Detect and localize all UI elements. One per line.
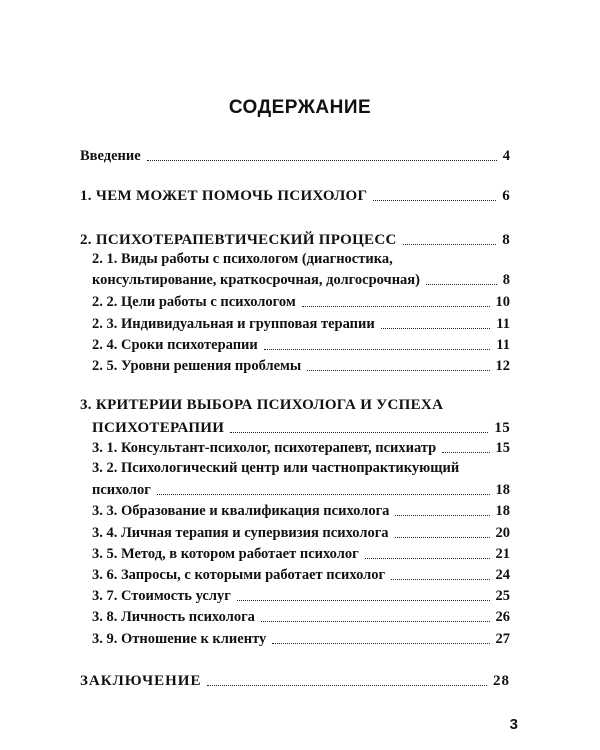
toc-entry-text: 3. 5. Метод, в котором работает психолог: [92, 546, 359, 562]
toc-page-number: 10: [495, 294, 510, 310]
leader-dots: [261, 621, 490, 622]
toc-entry-3-2-line1: 3. 2. Психологический центр или частнопрактикующий: [92, 460, 460, 476]
toc-page-number: 18: [495, 482, 510, 498]
leader-dots: [395, 537, 490, 538]
toc-entry-2-1-line1: 2. 1. Виды работы с психологом (диагностика,: [92, 251, 393, 267]
toc-entry-text: 3. 6. Запросы, с которыми работает психолог: [92, 567, 386, 583]
leader-dots: [442, 452, 489, 453]
leader-dots: [373, 200, 496, 201]
toc-page-number: 8: [502, 232, 510, 248]
toc-entry-text: Введение: [80, 148, 141, 164]
toc-entry-text: 3. 4. Личная терапия и супервизия психолога: [92, 525, 389, 541]
toc-entry-text: 3. 1. Консультант-психолог, психотерапевт, психиатр: [92, 440, 437, 456]
leader-dots: [237, 600, 490, 601]
leader-dots: [147, 160, 497, 161]
toc-entry-text: 2. ПСИХОТЕРАПЕВТИЧЕСКИЙ ПРОЦЕСС: [80, 232, 397, 248]
toc-entry-2-2[interactable]: [0, 291, 600, 311]
toc-entry-chapter-2[interactable]: [0, 229, 600, 249]
toc-entry-3-1[interactable]: [0, 437, 600, 457]
toc-entry-3-9[interactable]: [0, 628, 600, 648]
toc-page-number: 25: [495, 588, 510, 604]
toc-page-number: 8: [502, 272, 510, 288]
toc-entry-2-4[interactable]: [0, 334, 600, 354]
toc-entry-text: 2. 2. Цели работы с психологом: [92, 294, 296, 310]
leader-dots: [391, 579, 489, 580]
toc-entry-text: психолог: [92, 482, 151, 498]
page-title: СОДЕРЖАНИЕ: [228, 97, 372, 118]
toc-entry-text: 2. 4. Сроки психотерапии: [92, 337, 258, 353]
toc-entry-2-1[interactable]: [0, 269, 600, 289]
toc-page-number: 6: [502, 188, 510, 204]
toc-entry-3-6[interactable]: [0, 564, 600, 584]
toc-page-number: 12: [495, 358, 510, 374]
toc-page-number: 24: [495, 567, 510, 583]
toc-entry-text: 2. 3. Индивидуальная и групповая терапии: [92, 316, 375, 332]
toc-page-number: 27: [495, 631, 510, 647]
toc-entry-text: 3. 7. Стоимость услуг: [92, 588, 231, 604]
leader-dots: [381, 328, 491, 329]
toc-page-number: 15: [495, 440, 510, 456]
leader-dots: [264, 349, 491, 350]
toc-entry-text: 3. 9. Отношение к клиенту: [92, 631, 267, 647]
toc-entry-text: 3. 3. Образование и квалификация психолога: [92, 503, 390, 519]
toc-entry-text: ПСИХОТЕРАПИИ: [92, 420, 225, 436]
toc-page-number: 28: [493, 673, 510, 689]
toc-entry-2-3[interactable]: [0, 313, 600, 333]
leader-dots: [230, 432, 488, 433]
toc-entry-introduction[interactable]: [0, 145, 600, 165]
toc-entry-text: 3. 8. Личность психолога: [92, 609, 255, 625]
toc-page-number: 4: [502, 148, 510, 164]
toc-page-number: 20: [495, 525, 510, 541]
leader-dots: [365, 558, 490, 559]
toc-page-number: 11: [496, 337, 510, 353]
toc-entry-text: ЗАКЛЮЧЕНИЕ: [80, 673, 202, 689]
leader-dots: [302, 306, 490, 307]
toc-page-number: 15: [494, 420, 510, 436]
toc-page-number: 18: [495, 503, 510, 519]
toc-entry-chapter-3-line1: 3. КРИТЕРИИ ВЫБОРА ПСИХОЛОГА И УСПЕХА: [80, 397, 444, 413]
toc-entry-3-4[interactable]: [0, 522, 600, 542]
toc-entry-3-5[interactable]: [0, 543, 600, 563]
toc-entry-chapter-1[interactable]: [0, 185, 600, 205]
toc-entry-3-3[interactable]: [0, 500, 600, 520]
toc-entry-2-5[interactable]: [0, 355, 600, 375]
leader-dots: [207, 685, 487, 686]
toc-entry-3-8[interactable]: [0, 606, 600, 626]
leader-dots: [426, 284, 497, 285]
leader-dots: [307, 370, 489, 371]
toc-entry-3-2[interactable]: [0, 479, 600, 499]
toc-entry-text: консультирование, краткосрочная, долгосрочная): [92, 272, 420, 288]
toc-entry-text: 2. 5. Уровни решения проблемы: [92, 358, 302, 374]
leader-dots: [157, 494, 490, 495]
toc-entry-text: 1. ЧЕМ МОЖЕТ ПОМОЧЬ ПСИХОЛОГ: [80, 188, 368, 204]
toc-entry-chapter-3[interactable]: [0, 417, 600, 437]
toc-page-number: 26: [495, 609, 510, 625]
leader-dots: [272, 643, 489, 644]
toc-entry-conclusion[interactable]: [0, 670, 600, 690]
leader-dots: [395, 515, 489, 516]
toc-entry-3-7[interactable]: [0, 585, 600, 605]
leader-dots: [403, 244, 497, 245]
page-number: 3: [509, 716, 518, 733]
toc-page-number: 21: [495, 546, 510, 562]
toc-page-number: 11: [496, 316, 510, 332]
